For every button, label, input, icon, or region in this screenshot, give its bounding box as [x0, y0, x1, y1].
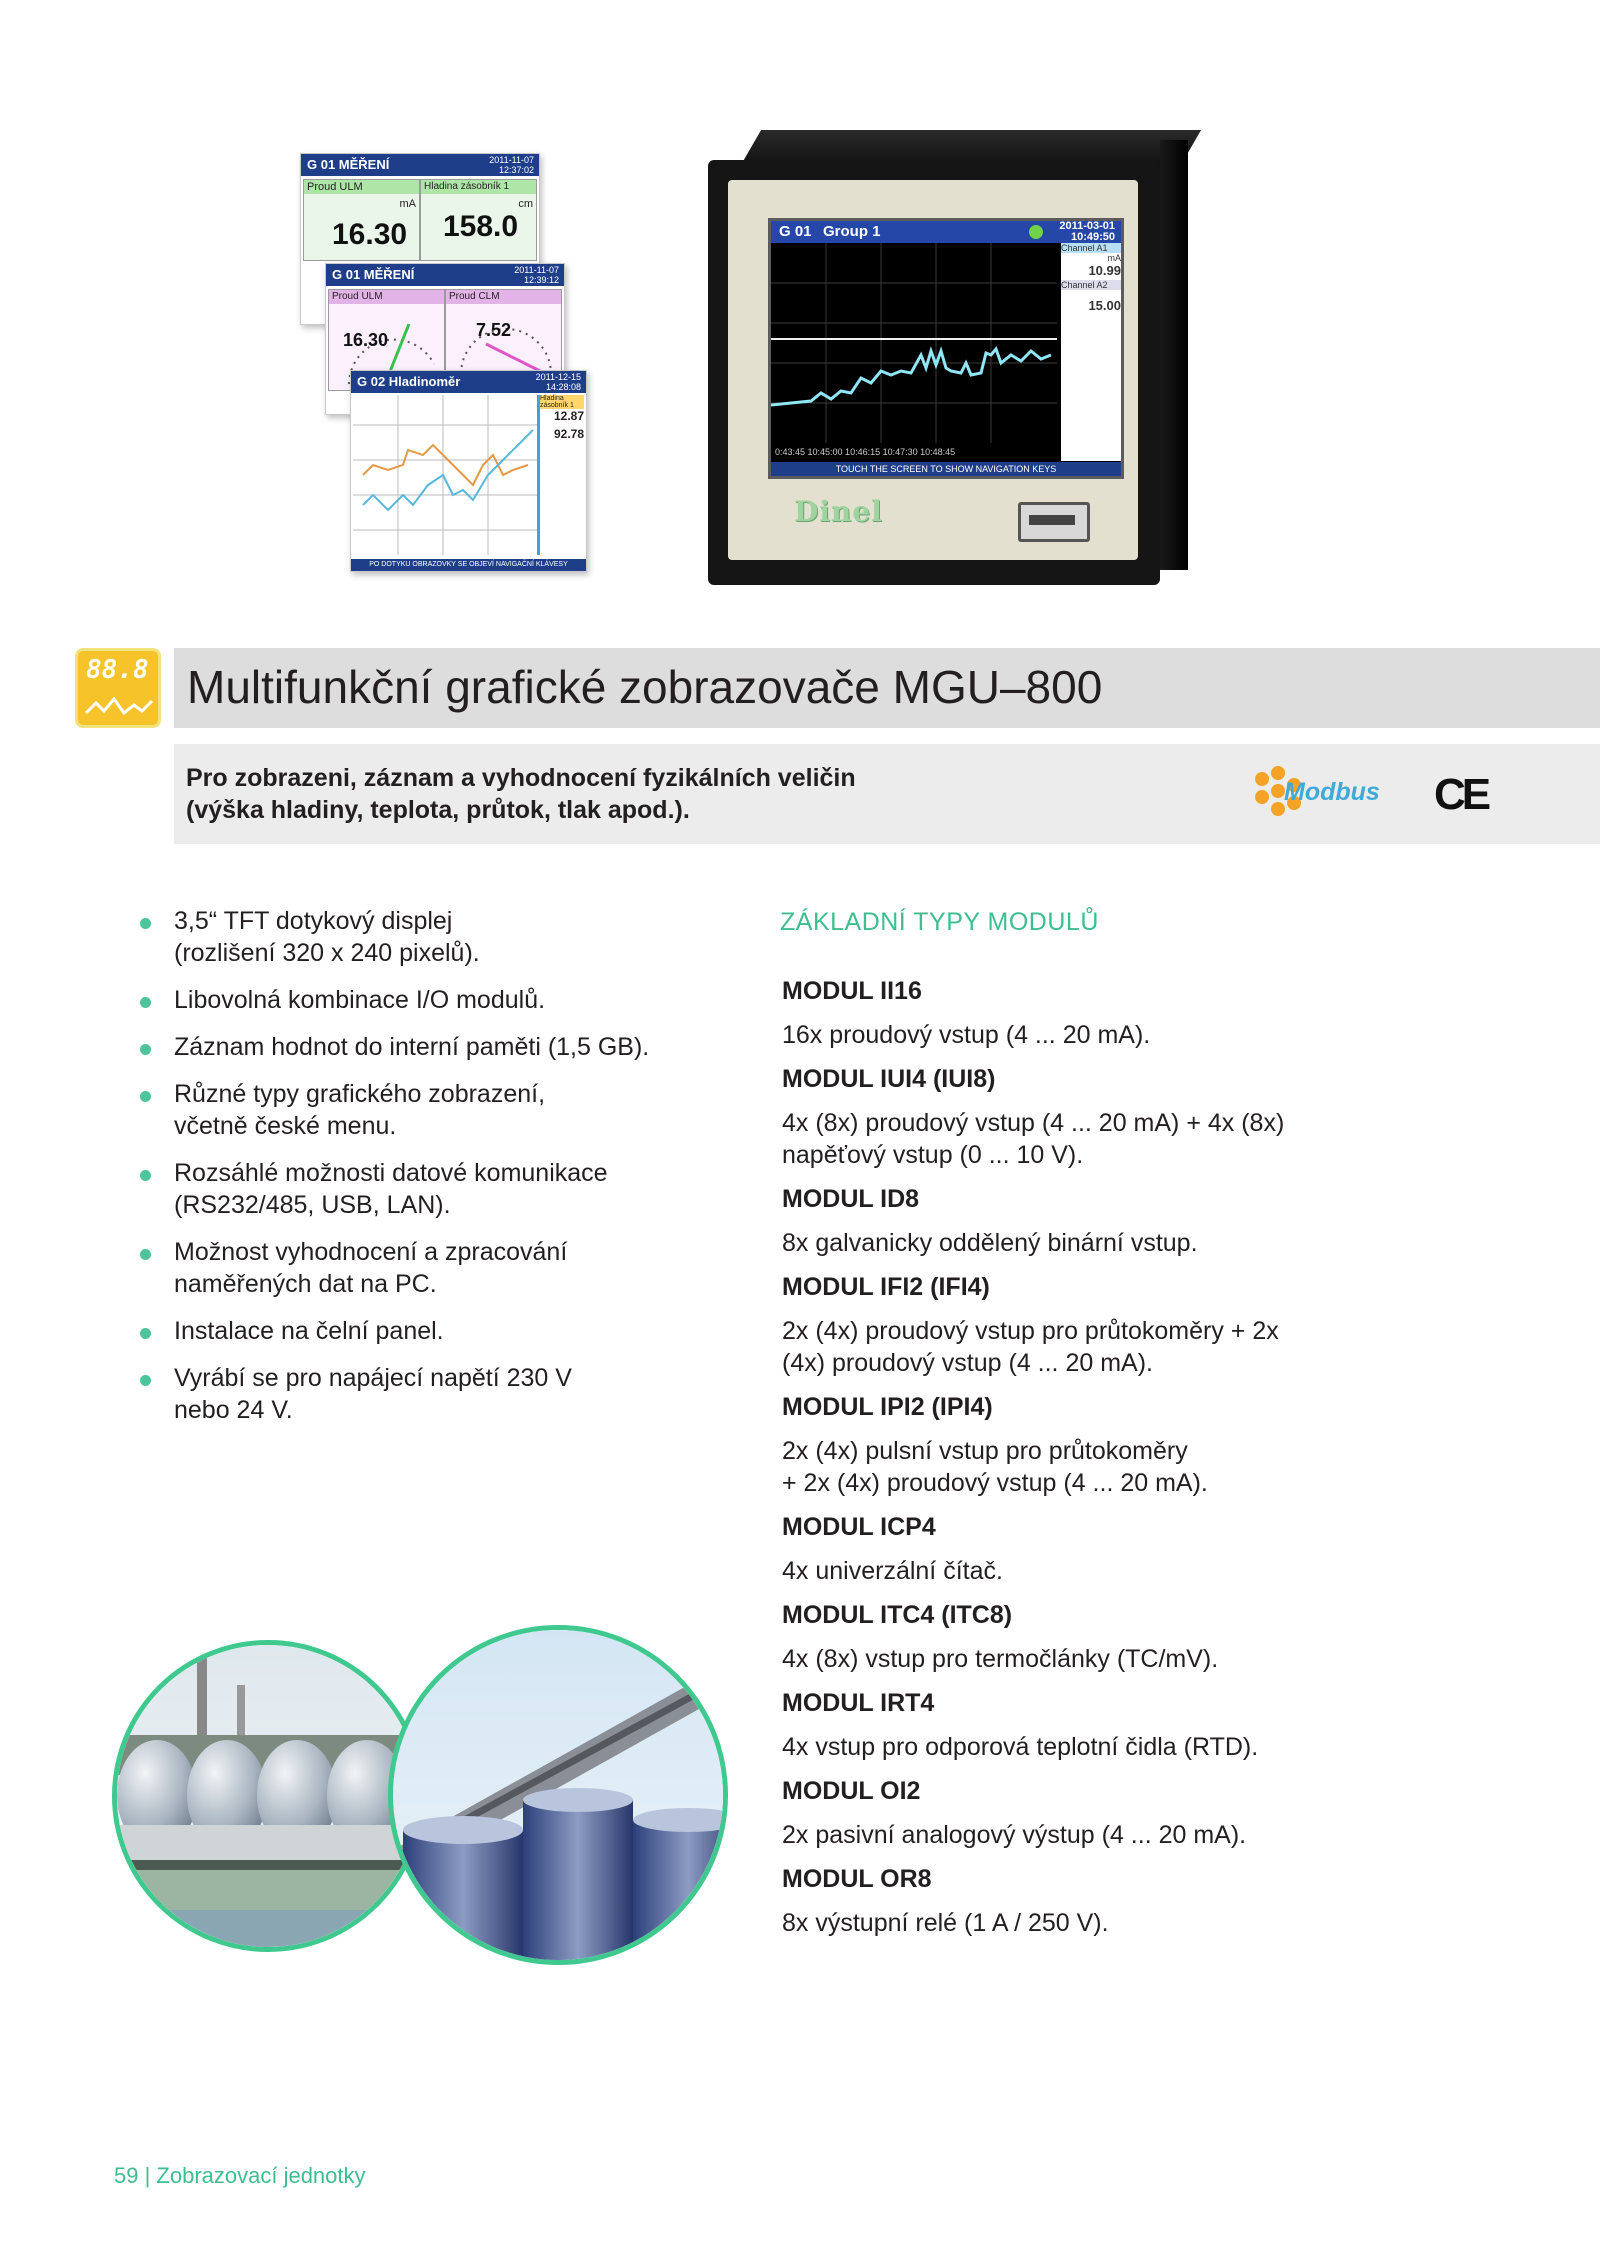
screen-datetime: 2011-12-15 14:28:08 — [535, 372, 581, 392]
device-channel-panel — [1061, 243, 1121, 461]
screen-title: G 02 Hladinoměr — [357, 374, 461, 389]
trend-chart — [353, 395, 538, 555]
screen-title-bar — [301, 154, 539, 176]
screen-datetime: 2011-11-07 12:37:02 — [489, 155, 534, 175]
module-item: MODUL OR8 8x výstupní relé (1 A / 250 V). — [782, 1865, 1109, 1937]
feature-item: Záznam hodnot do interní paměti (1,5 GB). — [140, 1031, 760, 1063]
channel-cell — [420, 179, 537, 261]
device-front-panel — [728, 180, 1138, 560]
gauge-value: 16.30 — [343, 330, 389, 350]
channel-unit: mA — [1107, 253, 1121, 263]
channel-label: Channel A2 — [1061, 280, 1121, 290]
mgu-800-device — [708, 130, 1188, 585]
silos-image — [393, 1630, 728, 1965]
module-item: MODUL ID8 8x galvanicky oddělený binární vstup. — [782, 1185, 1198, 1257]
device-screen-title-bar — [771, 221, 1121, 243]
screen-title-bar — [351, 371, 586, 393]
module-item: MODUL IRT4 4x vstup pro odporová teplotní čidla (RTD). — [782, 1689, 1259, 1761]
gauge-value: 7.52 — [476, 320, 512, 340]
channel-unit: cm — [518, 198, 533, 210]
device-screen-footer: TOUCH THE SCREEN TO SHOW NAVIGATION KEYS — [771, 462, 1121, 476]
channel-label: Proud ULM — [329, 290, 444, 304]
screen-title-bar — [326, 264, 564, 286]
display-category-icon — [75, 648, 161, 728]
device-trend-chart — [771, 243, 1057, 461]
dinel-logo: Dinel — [794, 495, 883, 528]
device-screen — [768, 218, 1124, 479]
feature-item: Libovolná kombinace I/O modulů. — [140, 984, 760, 1016]
status-dot-icon — [1029, 225, 1043, 239]
usb-port-icon — [1018, 502, 1090, 542]
ce-mark: CE — [1434, 770, 1488, 819]
screen-title: G 01 MĚŘENÍ — [332, 267, 415, 282]
trend-side-panel — [537, 395, 584, 555]
wastewater-plant-image — [117, 1645, 424, 1952]
channel-value: 10.99 — [1088, 263, 1121, 278]
icon-digits: 88.8 — [86, 655, 149, 685]
device-frame — [708, 160, 1160, 585]
screen-footer: PO DOTYKU OBRAZOVKY SE OBJEVÍ NAVIGAČNÍ KLÁVESY — [351, 559, 586, 571]
channel-value: 15.00 — [1088, 298, 1121, 313]
page-title: Multifunkční grafické zobrazovače MGU–800 — [187, 661, 1103, 713]
subtitle: Pro zobrazeni, záznam a vyhodnocení fyzikálních veličin (výška hladiny, teplota, průtok, tlak apod.). — [186, 764, 856, 824]
feature-item: Instalace na čelní panel. — [140, 1315, 760, 1347]
feature-list — [140, 905, 760, 1441]
module-item: MODUL IUI4 (IUI8) 4x (8x) proudový vstup (4 ... 20 mA) + 4x (8x) napěťový vstup (0 ... 10 V). — [782, 1065, 1285, 1169]
channel-value: 16.30 — [332, 218, 408, 251]
channel-label: Hladina zásobník 1 — [540, 395, 584, 409]
module-item: MODUL IPI2 (IPI4) 2x (4x) pulsní vstup pro průtokoměry + 2x (4x) proudový vstup (4 ... 20 mA). — [782, 1393, 1208, 1497]
device-time-axis: 0:43:45 10:45:00 10:46:15 10:47:30 10:48:45 — [775, 447, 956, 457]
module-item: MODUL II16 16x proudový vstup (4 ... 20 mA). — [782, 977, 1151, 1049]
channel-label: Proud ULM — [304, 180, 419, 194]
trend-value: 92.78 — [553, 427, 584, 441]
device-datetime: 2011-03-01 10:49:50 — [1059, 220, 1115, 243]
group-id: G 01 — [779, 223, 812, 240]
feature-item: Možnost vyhodnocení a zpracování naměřených dat na PC. — [140, 1236, 760, 1300]
channel-cell — [303, 179, 420, 261]
trend-line-cyan — [771, 349, 1051, 405]
group-name: Group 1 — [823, 223, 881, 240]
photo-wastewater-plant — [112, 1640, 424, 1952]
trend-value: 12.87 — [553, 409, 584, 423]
feature-item: Rozsáhlé možnosti datové komunikace (RS232/485, USB, LAN). — [140, 1157, 760, 1221]
feature-item: Různé typy grafického zobrazení, včetně české menu. — [140, 1078, 760, 1142]
modules-heading: ZÁKLADNÍ TYPY MODULŮ — [780, 908, 1099, 936]
channel-unit: mA — [399, 198, 416, 210]
channel-label: Channel A1 — [1061, 243, 1121, 253]
module-item: MODUL OI2 2x pasivní analogový výstup (4 ... 20 mA). — [782, 1777, 1247, 1849]
module-list — [782, 975, 1542, 1951]
channel-label: Hladina zásobník 1 — [421, 180, 536, 194]
screen-title: G 01 MĚŘENÍ — [307, 157, 390, 172]
screen-datetime: 2011-11-07 12:39:12 — [514, 265, 559, 285]
feature-item: 3,5“ TFT dotykový displej (rozlišení 320 x 240 pixelů). — [140, 905, 760, 969]
feature-item: Vyrábí se pro napájecí napětí 230 V nebo 24 V. — [140, 1362, 760, 1426]
photo-silos — [388, 1625, 728, 1965]
module-item: MODUL IFI2 (IFI4) 2x (4x) proudový vstup pro průtokoměry + 2x (4x) proudový vstup (4 ... 20 mA). — [782, 1273, 1279, 1377]
channel-label: Proud CLM — [446, 290, 561, 304]
screen-trend-graph — [350, 370, 587, 572]
module-item: MODUL ITC4 (ITC8) 4x (8x) vstup pro termočlánky (TC/mV). — [782, 1601, 1219, 1673]
modbus-logo-text: Modbus — [1284, 778, 1380, 806]
device-side-edge — [1160, 140, 1188, 570]
wave-icon — [84, 691, 154, 721]
page-footer: 59 | Zobrazovací jednotky — [114, 2163, 366, 2188]
module-item: MODUL ICP4 4x univerzální čítač. — [782, 1513, 1003, 1585]
channel-value: 158.0 — [443, 210, 519, 243]
